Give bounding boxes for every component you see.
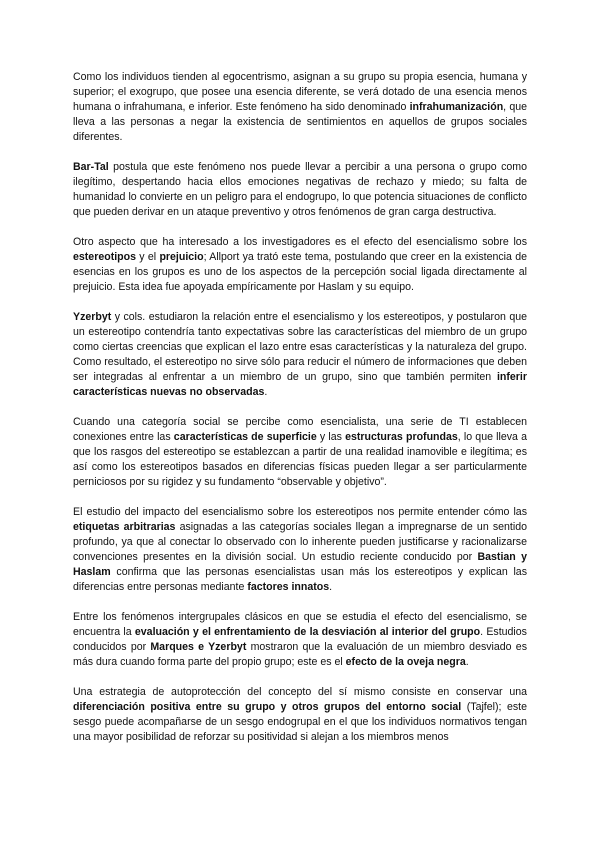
- paragraph: [73, 310, 527, 400]
- bold-term: evaluación y el enfrentamiento de la desviación al interior del grupo: [134, 626, 481, 638]
- bold-term: Bar-Tal: [73, 161, 109, 173]
- document-body: [73, 70, 527, 745]
- text-run: El estudio del impacto del esencialismo sobre los estereotipos nos permite entender cómo las: [73, 506, 527, 518]
- text-run: . Estudios conducidos por: [73, 626, 527, 653]
- bold-term: características de superficie: [173, 431, 317, 443]
- text-run: Cuando una categoría social se percibe como esencialista, una serie de TI establecen conexiones entre las: [73, 416, 527, 443]
- text-run: postula que este fenómeno nos puede llevar a percibir a una persona o grupo como ilegítimo, despertando hacia ellos emociones negativas de rechazo y miedo; su falta de humanidad lo convierte en un peligro para el endogrupo, lo que potencia situaciones de conflicto que pueden derivar en un ataque preventivo y otros fenómenos de gran carga destructiva.: [73, 161, 527, 218]
- paragraph: [73, 610, 527, 670]
- bold-term: efecto de la oveja negra: [345, 656, 466, 668]
- text-run: , que lleva a las personas a negar la existencia de sentimientos en aquellos de grupos sociales diferentes.: [73, 101, 527, 143]
- text-run: (Tajfel); este sesgo puede acompañarse de un sesgo endogrupal en el que los individuos normativos tengan una mayor posibilidad de reforzar su positividad si alejan a los miembros menos: [73, 701, 527, 743]
- text-run: .: [465, 656, 469, 668]
- text-run: y las: [316, 431, 346, 443]
- bold-term: estereotipos: [73, 251, 136, 263]
- bold-term: estructuras profundas: [345, 431, 458, 443]
- paragraph: [73, 505, 527, 595]
- text-run: Otro aspecto que ha interesado a los investigadores es el efecto del esencialismo sobre los: [73, 236, 527, 248]
- text-run: confirma que las personas esencialistas usan más los estereotipos y explican las diferencias entre personas mediante: [73, 566, 527, 593]
- bold-term: etiquetas arbitrarias: [73, 521, 176, 533]
- paragraph: [73, 70, 527, 145]
- text-run: mostraron que la evaluación de un miembro desviado es más dura cuando forma parte del propio grupo; este es el: [73, 641, 527, 668]
- bold-term: factores innatos: [247, 581, 330, 593]
- paragraph: [73, 685, 527, 745]
- bold-term: Bastian y Haslam: [73, 551, 527, 578]
- paragraph: [73, 235, 527, 295]
- text-run: .: [264, 386, 268, 398]
- paragraph: [73, 415, 527, 490]
- text-run: asignadas a las categorías sociales llegan a impregnarse de un sentido profundo, ya que al conectar lo observado con lo inherente pueden justificarse y racionalizarse convenciones presentes en la división social. Un estudio reciente conducido por: [73, 521, 527, 563]
- text-run: Una estrategia de autoprotección del concepto del sí mismo consiste en conservar una: [73, 686, 527, 698]
- bold-term: prejuicio: [159, 251, 204, 263]
- text-run: .: [329, 581, 333, 593]
- text-run: Como los individuos tienden al egocentrismo, asignan a su grupo su propia esencia, humana y superior; el exogrupo, que posee una esencia diferente, se verá dotado de una esencia menos humana o infrahumana, e inferior. Este fenómeno ha sido denominado: [73, 71, 527, 113]
- text-run: Entre los fenómenos intergrupales clásicos en que se estudia el efecto del esencialismo, se encuentra la: [73, 611, 527, 638]
- text-run: y cols. estudiaron la relación entre el esencialismo y los estereotipos, y postularon que un estereotipo contendría tanto expectativas sobre las características del miembro de un grupo como ciertas creencias que explican el lazo entre esas características y la naturaleza del grupo. Como resultado, el estereotipo no sirve sólo para reducir el número de informaciones que deben ser integradas al enfrentar a un miembro de un grupo, sino que también permiten: [73, 311, 527, 383]
- text-run: , lo que lleva a que los rasgos del estereotipo se establezcan a partir de una realidad inamovible e ilegítima; es así como los estereotipos basados en diferencias físicas pueden llegar a ser particularmente perniciosos por su rigidez y su fundamento “observable y objetivo”.: [73, 431, 527, 488]
- bold-term: Yzerbyt: [73, 311, 112, 323]
- bold-term: inferir características nuevas no observadas: [73, 371, 527, 398]
- bold-term: diferenciación positiva entre su grupo y otros grupos del entorno social: [73, 701, 462, 713]
- text-run: ; Allport ya trató este tema, postulando que creer en la existencia de esencias en los grupos es uno de los aspectos de la percepción social ligada directamente al prejuicio. Esta idea fue apoyada empíricamente por Haslam y su equipo.: [73, 251, 527, 293]
- text-run: y el: [136, 251, 160, 263]
- bold-term: infrahumanización: [409, 101, 504, 113]
- paragraph: [73, 160, 527, 220]
- bold-term: Marques e Yzerbyt: [150, 641, 247, 653]
